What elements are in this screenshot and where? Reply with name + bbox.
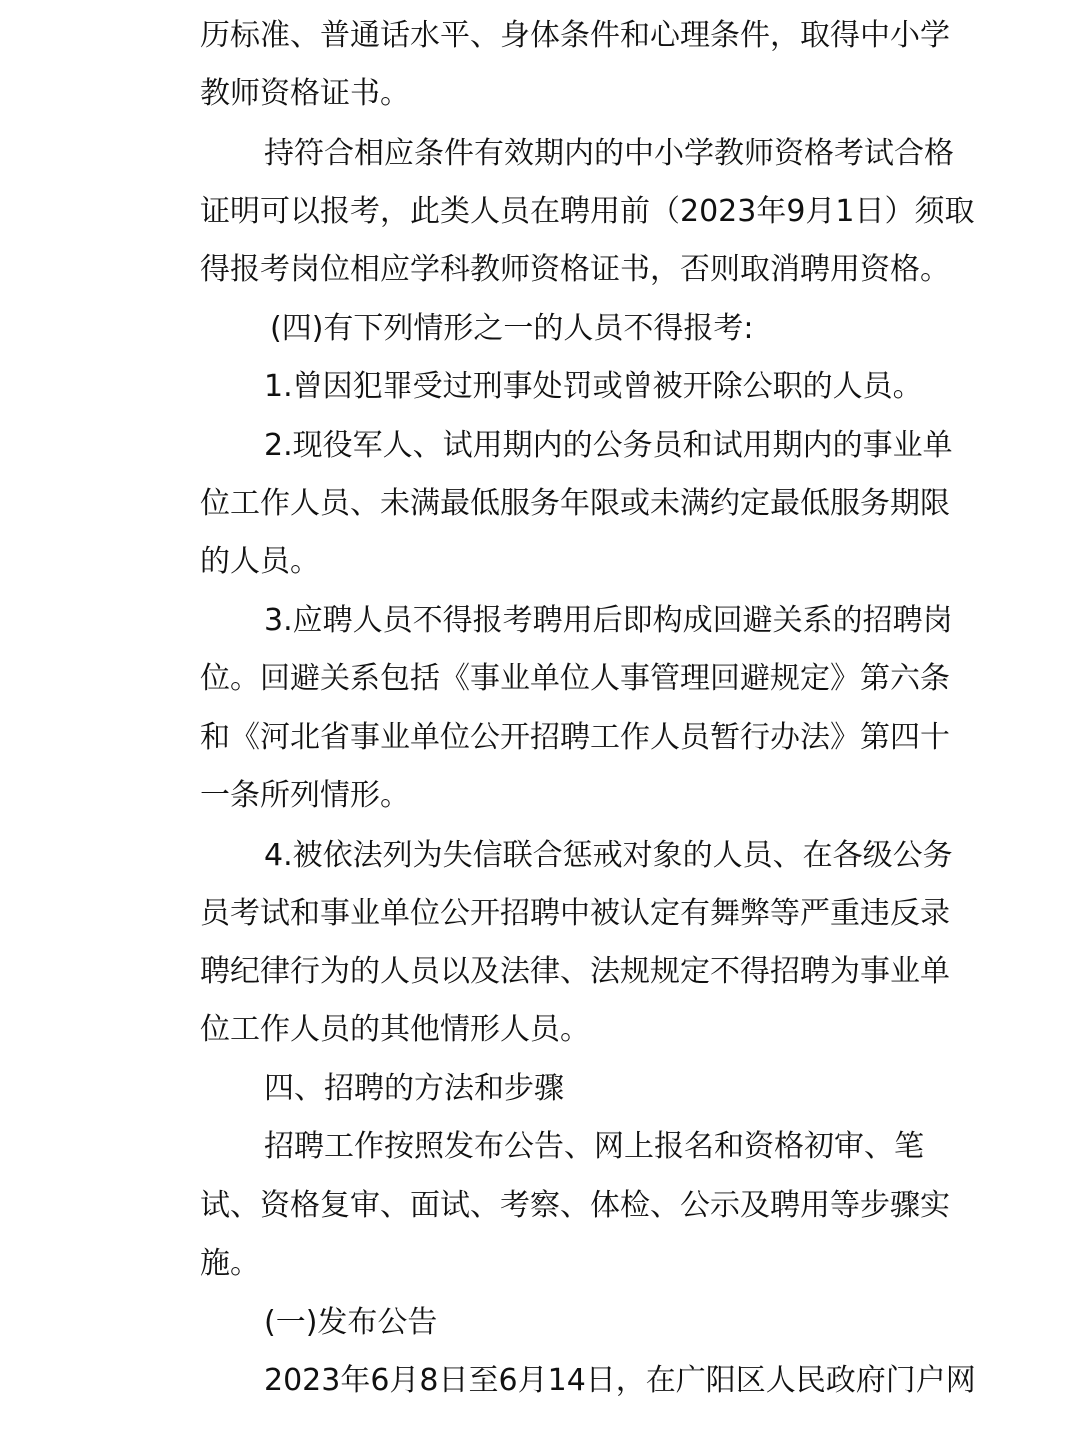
text-line: 3.应聘人员不得报考聘用后即构成回避关系的招聘岗 bbox=[264, 603, 953, 638]
text-line: 证明可以报考，此类人员在聘用前（2023年9月1日）须取 bbox=[200, 194, 975, 229]
text-line: 位工作人员的其他情形人员。 bbox=[200, 1012, 590, 1047]
text-line: (四)有下列情形之一的人员不得报考: bbox=[270, 311, 754, 346]
text-line: 教师资格证书。 bbox=[200, 76, 410, 111]
text-line: 持符合相应条件有效期内的中小学教师资格考试合格 bbox=[264, 136, 954, 171]
text-line: 得报考岗位相应学科教师资格证书，否则取消聘用资格。 bbox=[200, 252, 950, 287]
text-line: 招聘工作按照发布公告、网上报名和资格初审、笔 bbox=[264, 1129, 924, 1164]
text-line: 四、招聘的方法和步骤 bbox=[264, 1071, 564, 1106]
text-line: 施。 bbox=[200, 1246, 260, 1281]
text-line: 历标准、普通话水平、身体条件和心理条件，取得中小学 bbox=[200, 18, 950, 53]
text-line: 2.现役军人、试用期内的公务员和试用期内的事业单 bbox=[264, 428, 953, 463]
text-line: 位。回避关系包括《事业单位人事管理回避规定》第六条 bbox=[200, 661, 950, 696]
text-line: 和《河北省事业单位公开招聘工作人员暂行办法》第四十 bbox=[200, 720, 950, 755]
text-line: 试、资格复审、面试、考察、体检、公示及聘用等步骤实 bbox=[200, 1188, 950, 1223]
text-line: (一)发布公告 bbox=[264, 1305, 438, 1340]
text-line: 4.被依法列为失信联合惩戒对象的人员、在各级公务 bbox=[264, 838, 953, 873]
text-line: 的人员。 bbox=[200, 544, 320, 579]
text-line: 2023年6月8日至6月14日，在广阳区人民政府门户网 bbox=[264, 1363, 976, 1398]
text-line: 聘纪律行为的人员以及法律、法规规定不得招聘为事业单 bbox=[200, 954, 950, 989]
text-line: 一条所列情形。 bbox=[200, 778, 410, 813]
text-line: 位工作人员、未满最低服务年限或未满约定最低服务期限 bbox=[200, 486, 950, 521]
text-line: 员考试和事业单位公开招聘中被认定有舞弊等严重违反录 bbox=[200, 896, 950, 931]
text-line: 1.曾因犯罪受过刑事处罚或曾被开除公职的人员。 bbox=[264, 369, 923, 404]
